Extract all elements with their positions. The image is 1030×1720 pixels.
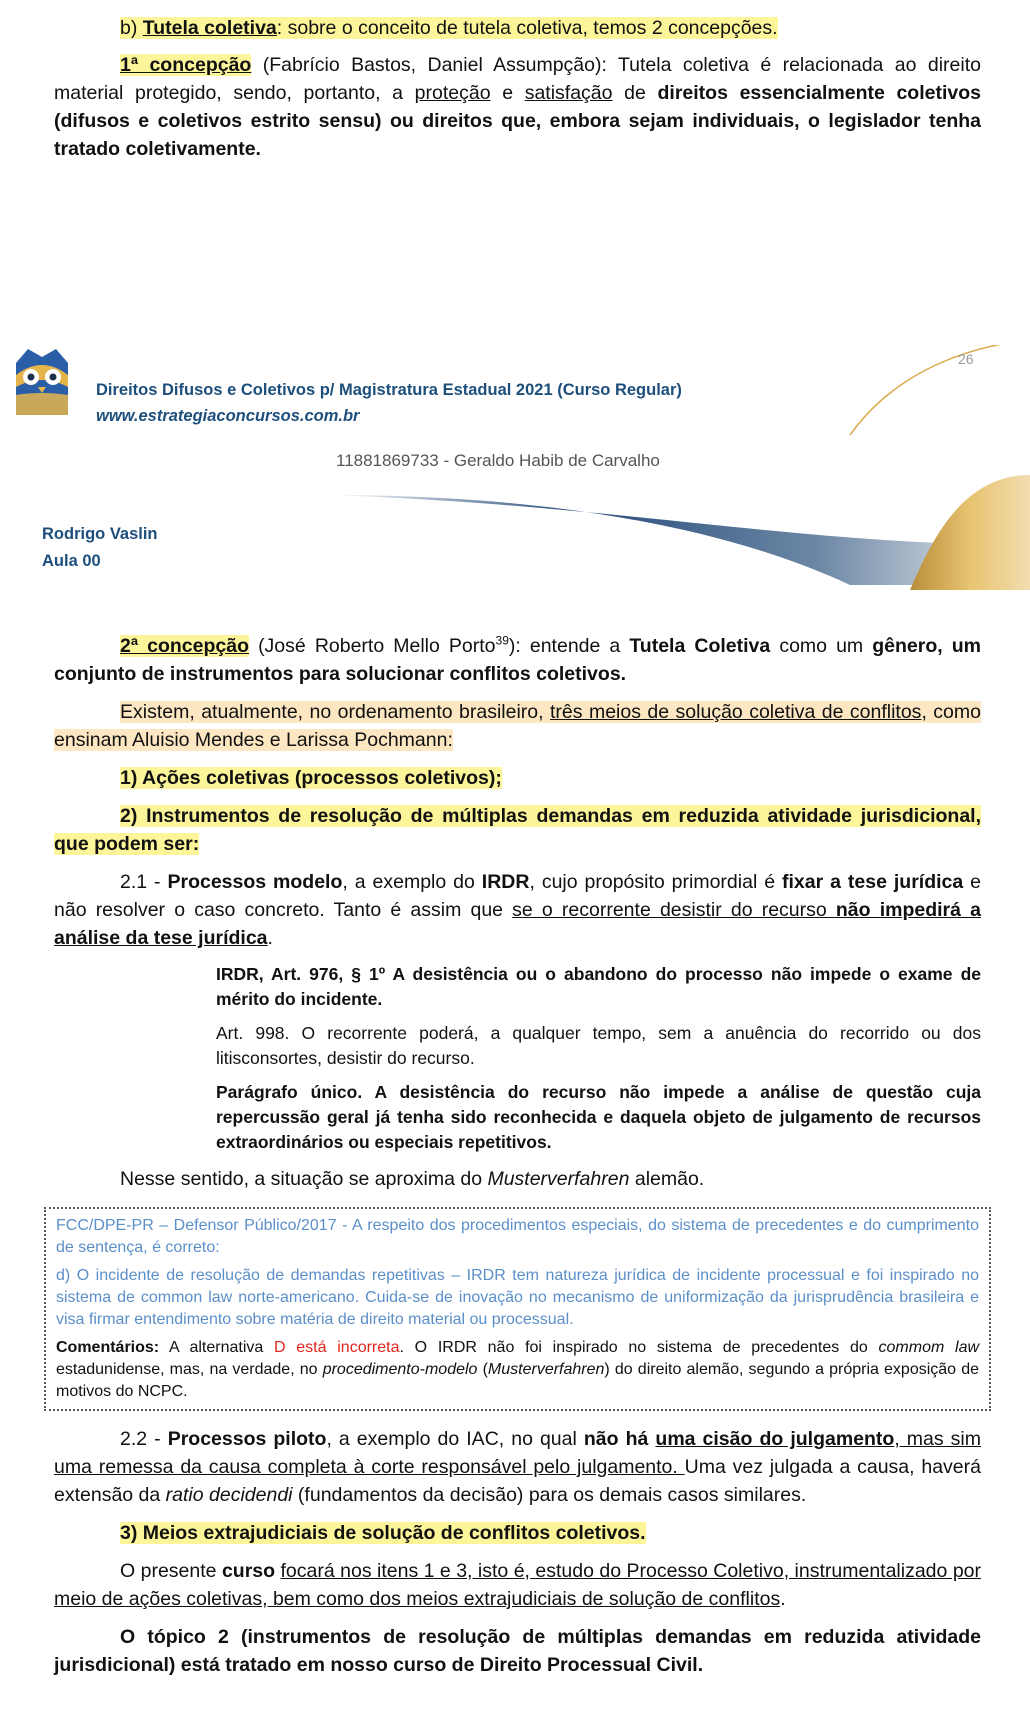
item-1: 1) Ações coletivas (processos coletivos); [120, 767, 502, 789]
quote-art-976: IRDR, Art. 976, § 1º A desistência ou o abandono do processo não impede o exame de mérito do incidente. [216, 964, 981, 1009]
owl-logo-icon [12, 345, 72, 435]
item-3: 3) Meios extrajudiciais de solução de conflitos coletivos. [120, 1522, 646, 1544]
site-url[interactable]: www.estrategiaconcursos.com.br [96, 407, 360, 425]
paragraph-musterverfahren: Nesse sentido, a situação se aproxima do Musterverfahren alemão. [120, 1168, 705, 1190]
paragraph-2-1: 2.1 - Processos modelo, a exemplo do IRDR, cujo propósito primordial é fixar a tese jurídica e não resolver o caso concreto. Tanto é assim que se o recorrente desistir do recurso não impedirá a análise da tese jurídica. [54, 871, 981, 949]
paragraph-first-conception: 1ª concepção (Fabrício Bastos, Daniel Assumpção): Tutela coletiva é relacionada ao direito material protegido, sendo, portanto, a proteção e satisfação de direitos essencialmente coletivos (difusos e coletivos estrito sensu) ou direitos que, embora sejam individuais, o legislador tenha tratado coletivamente. [54, 54, 981, 160]
paragraph-tutela-coletiva: b) Tutela coletiva: sobre o conceito de tutela coletiva, temos 2 concepções. [120, 17, 778, 39]
paragraph-three-means: Existem, atualmente, no ordenamento brasileiro, três meios de solução coletiva de conflitos, como ensinam Aluisio Mendes e Larissa Pochmann: [54, 701, 981, 751]
section-top [54, 14, 981, 163]
course-title: Direitos Difusos e Coletivos p/ Magistratura Estadual 2021 (Curso Regular) [96, 381, 682, 399]
question-option-d: d) O incidente de resolução de demandas repetitivas – IRDR tem natureza jurídica de incidente processual e foi inspirado no sistema de common law norte-americano. Cuida-se de inovação no mecanismo de uniformização da jurisprudência brasileira e visa firmar entendimento sobre matéria de direito material ou processual. [56, 1267, 979, 1328]
second-conception-label: 2ª concepção [120, 635, 249, 657]
paragraph-2-2: 2.2 - Processos piloto, a exemplo do IAC, no qual não há uma cisão do julgamento, mas sim uma remessa da causa completa à corte responsável pelo julgamento. Uma vez julgada a causa, haverá extensão da ratio decidendi (fundamentos da decisão) para os demais casos similares. [54, 1428, 981, 1506]
quote-art-998: Art. 998. O recorrente poderá, a qualquer tempo, sem a anuência do recorrido ou dos litisconsortes, desistir do recurso. [216, 1023, 981, 1068]
paragraph-topic-2: O tópico 2 (instrumentos de resolução de múltiplas demandas em reduzida atividade jurisdicional) está tratado em nosso curso de Direito Processual Civil. [54, 1626, 981, 1676]
footnote-ref[interactable]: 39 [495, 633, 509, 648]
section-main [54, 632, 981, 1679]
lesson-label: Aula 00 [42, 552, 101, 570]
item-2: 2) Instrumentos de resolução de múltiplas demandas em reduzida atividade jurisdicional, que podem ser: [54, 805, 981, 855]
question-box [44, 1207, 991, 1411]
author-name: Rodrigo Vaslin [42, 525, 158, 543]
paragraph-second-conception: 2ª concepção (José Roberto Mello Porto$^{39}$): entende a Tutela Coletiva como um gênero, um conjunto de instrumentos para solucionar conflitos coletivos. [54, 633, 981, 685]
page-header [0, 345, 1030, 595]
term-tutela-coletiva: Tutela coletiva [142, 17, 277, 39]
question-statement: FCC/DPE-PR – Defensor Público/2017 - A respeito dos procedimentos especiais, do sistema de precedentes e do cumprimento de sentença, é correto: [56, 1217, 979, 1256]
first-conception-label: 1ª concepção [120, 54, 252, 76]
paragraph-course-focus: O presente curso focará nos itens 1 e 3, isto é, estudo do Processo Coletivo, instrumentalizado por meio de ações coletivas, bem como dos meios extrajudiciais de solução de conflitos. [54, 1560, 981, 1610]
question-comments: Comentários: A alternativa D está incorreta. O IRDR não foi inspirado no sistema de precedentes do commom law estadunidense, mas, na verdade, no procedimento-modelo (Musterverfahren) do direito alemão, segundo a própria exposição de motivos do NCPC. [56, 1339, 980, 1400]
quote-paragrafo-unico: Parágrafo único. A desistência do recurso não impede a análise de questão cuja repercussão geral já tenha sido reconhecida e daquela objeto de julgamento de recursos extraordinários ou especiais repetitivos. [216, 1082, 981, 1152]
incorrect-label: D está incorreta [274, 1339, 400, 1356]
page-number: 26 [958, 351, 974, 367]
user-id: 11881869733 - Geraldo Habib de Carvalho [336, 451, 660, 470]
legal-quote [216, 962, 981, 1155]
